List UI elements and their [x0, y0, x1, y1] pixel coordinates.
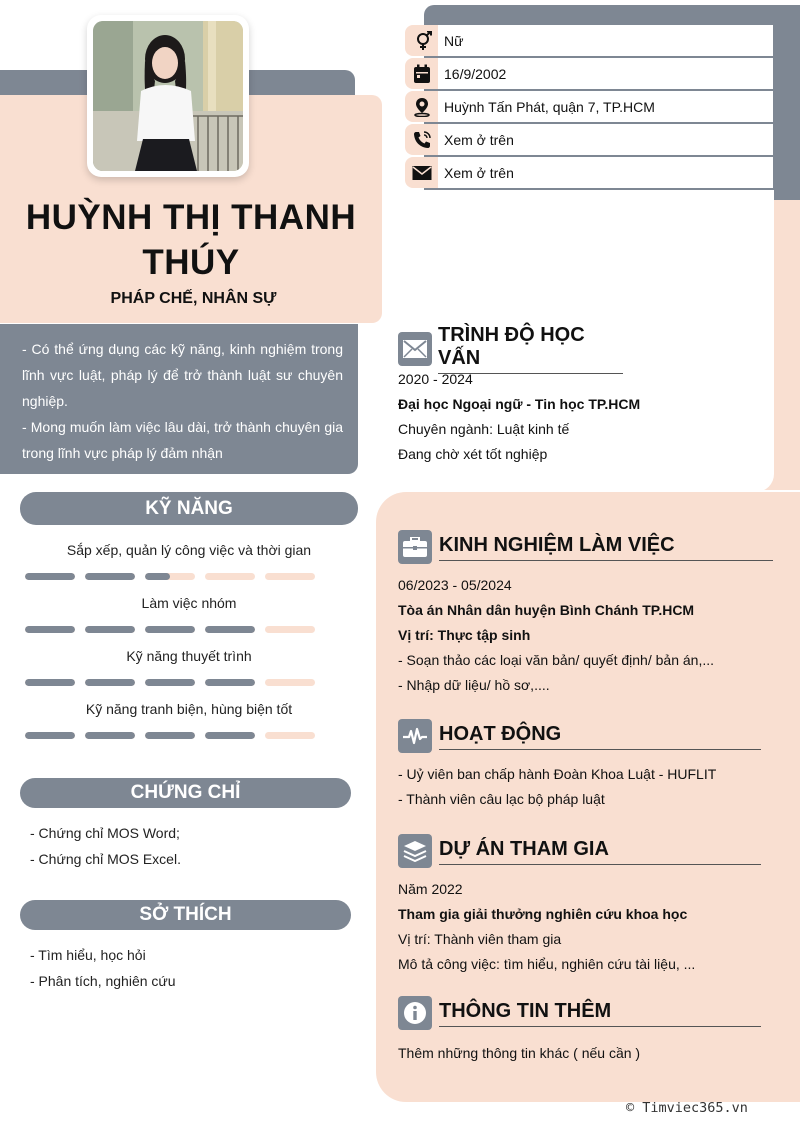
career-objective [0, 324, 358, 474]
contact-gender-text: Nữ [438, 25, 773, 56]
location-icon [405, 91, 438, 122]
list-item: - Nhập dữ liệu/ hồ sơ,.... [398, 677, 550, 693]
info-icon [398, 996, 432, 1030]
skill-rating [25, 679, 315, 686]
extra-title: THÔNG TIN THÊM [439, 1000, 761, 1027]
skill-bar-segment [145, 626, 195, 633]
skill-bar-segment [85, 679, 135, 686]
contact-phone-text: Xem ở trên [438, 124, 773, 155]
objective-line: - Mong muốn làm việc lâu dài, trở thành chuyên gia trong lĩnh vực pháp lý đảm nhận [22, 419, 343, 461]
objective-line: - Có thể ứng dụng các kỹ năng, kinh nghiệm trong lĩnh vực luật, pháp lý để trở thành luật sư chuyên nghiệp. [22, 341, 343, 409]
full-name [0, 195, 382, 285]
full-name-line2: THÚY [142, 243, 240, 282]
skill-rating [25, 732, 315, 739]
skill-bar-fill [145, 679, 195, 686]
skill-bar-fill [25, 679, 75, 686]
skill-bar-segment [145, 573, 195, 580]
project-name: Tham gia giải thưởng nghiên cứu khoa học [398, 906, 688, 922]
skill-name: Làm việc nhóm [141, 595, 237, 611]
skills-heading: KỸ NĂNG [20, 492, 358, 525]
education-period: 2020 - 2024 [398, 371, 473, 387]
contact-birthday-text: 16/9/2002 [438, 58, 773, 89]
contact-gender [405, 25, 773, 56]
skill-bar-segment [25, 732, 75, 739]
education-major: Chuyên ngành: Luật kinh tế [398, 421, 570, 437]
pulse-icon [398, 719, 432, 753]
skill-bar-fill [85, 679, 135, 686]
skill-bar-segment [25, 573, 75, 580]
job-position: PHÁP CHẾ, NHÂN SỰ [110, 290, 277, 307]
extra-body [398, 1041, 640, 1066]
envelope-icon [398, 332, 432, 366]
skill-bar-segment [25, 626, 75, 633]
skill-name: Kỹ năng tranh biện, hùng biện tốt [85, 701, 293, 717]
skill-bar-fill [25, 626, 75, 633]
skill-bar-segment [145, 679, 195, 686]
skill-bar-fill [145, 626, 195, 633]
list-item: - Phân tích, nghiên cứu [30, 973, 176, 989]
contact-email-text: Xem ở trên [438, 157, 773, 188]
skill-bar-segment [205, 732, 255, 739]
full-name-line1: HUỲNH THỊ THANH [25, 198, 357, 237]
gender-icon [405, 25, 438, 56]
list-item: - Soạn thảo các loại văn bản/ quyết định/ bản án,... [398, 652, 714, 668]
skill-rating [25, 573, 315, 580]
skill-bar-segment [145, 732, 195, 739]
layers-icon [398, 834, 432, 868]
experience-title: KINH NGHIỆM LÀM VIỆC [439, 534, 773, 561]
project-description: Mô tả công việc: tìm hiểu, nghiên cứu tài liệu, ... [398, 956, 696, 972]
contact-birthday [405, 58, 773, 89]
education-title: TRÌNH ĐỘ HỌC VẤN [438, 324, 623, 374]
list-item: - Tìm hiểu, học hỏi [30, 947, 146, 963]
briefcase-icon [398, 530, 432, 564]
skill-bar-segment [85, 573, 135, 580]
list-item: - Chứng chỉ MOS Word; [30, 825, 180, 841]
projects-body [398, 877, 695, 977]
skill-bar-fill [85, 626, 135, 633]
certificates-list [30, 820, 181, 872]
experience-heading [398, 530, 773, 564]
skill-rating [25, 626, 315, 633]
extra-heading [398, 996, 761, 1030]
projects-title: DỰ ÁN THAM GIA [439, 838, 761, 865]
activities-body [398, 762, 716, 812]
phone-icon [405, 124, 438, 155]
skill-bar-fill [145, 573, 170, 580]
footer-credit: © Timviec365.vn [626, 1100, 748, 1116]
skill-bar-segment [85, 732, 135, 739]
skill-bar-fill [205, 679, 255, 686]
experience-company: Tòa án Nhân dân huyện Bình Chánh TP.HCM [398, 602, 695, 618]
project-role: Vị trí: Thành viên tham gia [398, 931, 562, 947]
skill-bar-segment [205, 573, 255, 580]
skill-bar-fill [85, 573, 135, 580]
experience-role: Vị trí: Thực tập sinh [398, 627, 531, 643]
skill-bar-segment [85, 626, 135, 633]
skill-bar-segment [25, 679, 75, 686]
skill-bar-segment [265, 732, 315, 739]
experience-body [398, 573, 714, 698]
skill-bar-segment [205, 626, 255, 633]
list-item: - Uỷ viên ban chấp hành Đoàn Khoa Luật - HUFLIT [398, 766, 717, 782]
skill-name: Kỹ năng thuyết trình [126, 648, 252, 664]
extra-text: Thêm những thông tin khác ( nếu cần ) [398, 1045, 641, 1061]
project-year: Năm 2022 [398, 881, 463, 897]
skill-bar-fill [205, 626, 255, 633]
education-body [398, 367, 640, 467]
skill-bar-fill [205, 732, 255, 739]
skill-bar-segment [265, 573, 315, 580]
activities-title: HOẠT ĐỘNG [439, 723, 761, 750]
experience-period: 06/2023 - 05/2024 [398, 577, 512, 593]
calendar-icon [405, 58, 438, 89]
hobbies-list [30, 942, 176, 994]
skill-bar-fill [145, 732, 195, 739]
list-item: - Thành viên câu lạc bộ pháp luật [398, 791, 605, 807]
contact-email [405, 157, 773, 188]
education-status: Đang chờ xét tốt nghiệp [398, 446, 548, 462]
skill-bar-fill [25, 573, 75, 580]
list-item: - Chứng chỉ MOS Excel. [30, 851, 181, 867]
skill-bar-fill [85, 732, 135, 739]
certificates-heading: CHỨNG CHỈ [20, 778, 351, 808]
skill-bar-fill [25, 732, 75, 739]
skill-bar-segment [265, 679, 315, 686]
skill-name: Sắp xếp, quản lý công việc và thời gian [66, 542, 312, 558]
education-school: Đại học Ngoại ngữ - Tin học TP.HCM [398, 396, 641, 412]
activities-heading [398, 719, 761, 753]
contact-address-text: Huỳnh Tấn Phát, quận 7, TP.HCM [438, 91, 773, 122]
hobbies-heading: SỞ THÍCH [20, 900, 351, 930]
skill-bar-segment [205, 679, 255, 686]
envelope-icon [405, 157, 438, 188]
contact-phone [405, 124, 773, 155]
profile-photo [93, 21, 243, 171]
contact-address [405, 91, 773, 122]
skill-bar-segment [265, 626, 315, 633]
profile-photo-frame [87, 15, 249, 177]
projects-heading [398, 834, 761, 868]
